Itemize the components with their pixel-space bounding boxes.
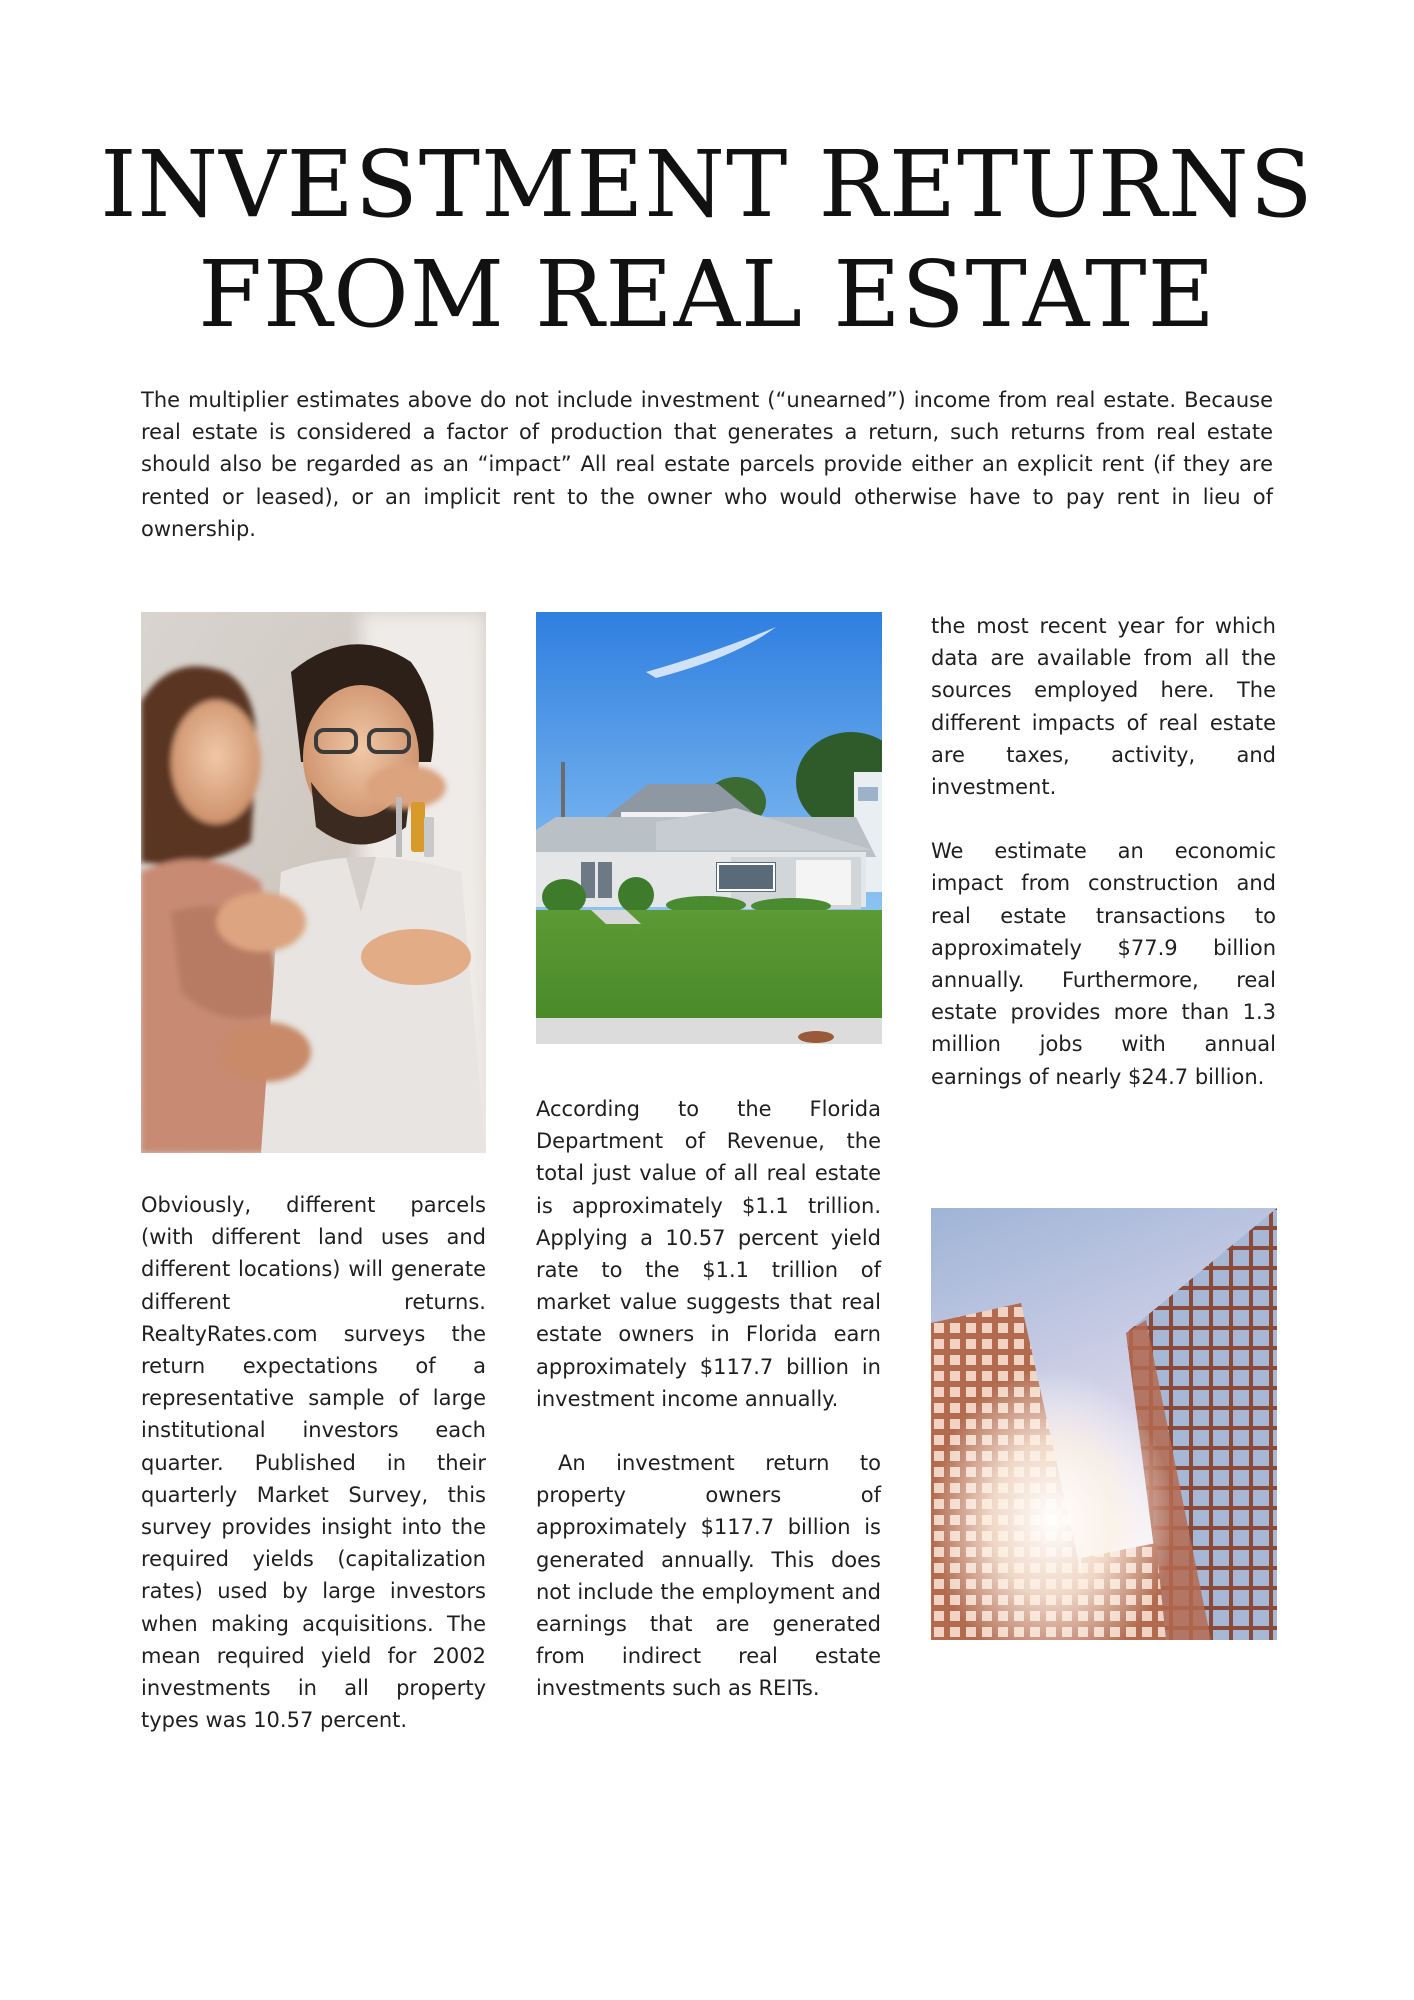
middle-column-text xyxy=(536,1093,881,1705)
left-column-text xyxy=(141,1189,486,1736)
skyscrapers-illustration xyxy=(931,1208,1277,1640)
skyscrapers-image xyxy=(931,1208,1277,1640)
title-line-2: FROM REAL ESTATE xyxy=(198,241,1216,348)
left-column-paragraph: Obviously, different parcels (with different land uses and different locations) will generate different returns. RealtyRates.com surveys the return expectations of a representative sample of large institutional investors each quarter. Published in their quarterly Market Survey, this survey provides insight into the required yields (capitalization rates) used by large investors when making acquisitions. The mean required yield for 2002 investments in all property types was 10.57 percent. xyxy=(141,1193,486,1733)
page-title xyxy=(100,130,1314,350)
title-line-1: INVESTMENT RETURNS xyxy=(100,131,1314,238)
right-column-text xyxy=(931,610,1276,1093)
right-column-paragraph-1: the most recent year for which data are available from all the sources employed here. The different impacts of real estate are taxes, activity, and investment. xyxy=(931,614,1276,800)
house-image xyxy=(536,612,882,1044)
couple-keys-illustration xyxy=(141,612,486,1153)
couple-keys-image xyxy=(141,612,486,1153)
house-illustration xyxy=(536,612,882,1044)
right-column-paragraph-2: We estimate an economic impact from construction and real estate transactions to approximately $77.9 billion annually. Furthermore, real estate provides more than 1.3 million jobs with annual earnings of nearly $24.7 billion. xyxy=(931,839,1276,1089)
middle-column-paragraph-1: According to the Florida Department of Revenue, the total just value of all real estate is approximately $1.1 trillion. Applying a 10.57 percent yield rate to the $1.1 trillion of market value suggests that real estate owners in Florida earn approximately $117.7 billion in investment income annually. xyxy=(536,1097,881,1411)
middle-column-paragraph-2: An investment return to property owners of approximately $117.7 billion is generated annually. This does not include the employment and earnings that are generated from indirect real estate investments such as REITs. xyxy=(536,1451,881,1701)
intro-paragraph: The multiplier estimates above do not include investment (“unearned”) income from real estate. Because real estate is considered a factor of production that generates a return, such returns from real estate should also be regarded as an “impact” All real estate parcels provide either an explicit rent (if they are rented or leased), or an implicit rent to the owner who would otherwise have to pay rent in lieu of ownership. xyxy=(141,388,1273,541)
